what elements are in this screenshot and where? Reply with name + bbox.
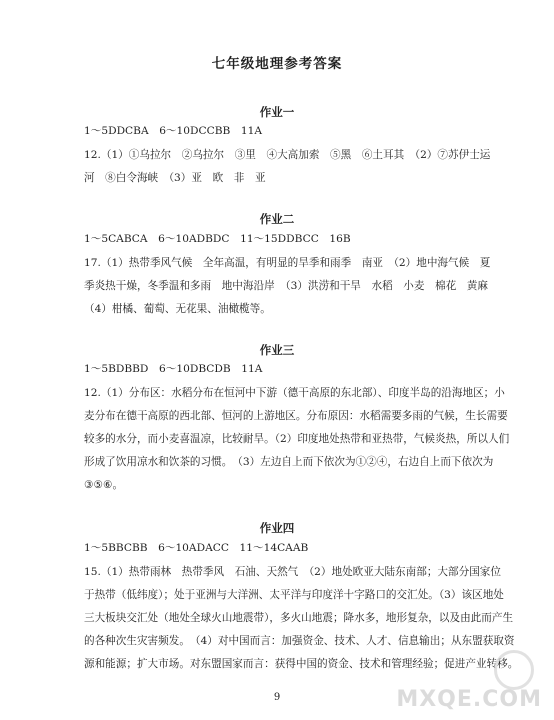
answer-line: 于热带（低纬度）；处于亚洲与大洋洲、太平洋与印度洋十字路口的交汇处。（3）该区地处 <box>84 589 504 601</box>
answer-line: 河 ⑧白令海峡 （3）亚 欧 非 亚 <box>84 172 266 184</box>
answer-line: 17.（1）热带季风气候 全年高温，有明显的旱季和雨季 南亚 （2）地中海气候 夏 <box>84 257 491 269</box>
section-title: 作业一 <box>259 105 295 119</box>
section-title: 作业三 <box>259 343 295 357</box>
page-title: 七年级地理参考答案 <box>211 56 343 72</box>
answer-line: 1～5CABCA 6～10ADBDC 11～15DDBCC 16B <box>84 233 351 245</box>
answer-line: ③⑤⑥。 <box>84 479 124 491</box>
watermark-text: MXQE.COM <box>396 687 542 712</box>
answer-line: 形成了饮用凉水和饮茶的习惯。 （3）左边自上而下依次为①②④，右边自上而下依次为 <box>84 456 494 468</box>
answer-line: 麦分布在德干高原的西北部、恒河的上游地区。分布原因：水稻需要多雨的气候，生长需要 <box>84 410 508 422</box>
watermark-circle <box>494 650 534 690</box>
answer-line: 较多的水分，而小麦喜温凉，比较耐旱。（2）印度地处热带和亚热带，气候炎热，所以人们 <box>84 433 510 445</box>
answer-line: 1～5BBCBB 6～10ADACC 11～14CAAB <box>84 542 309 554</box>
watermark-logo <box>396 650 548 716</box>
answer-line: 12.（1）①乌拉尔 ②乌拉尔 ③里 ④大高加索 ⑤黑 ⑥土耳其 （2）⑦苏伊士运 <box>84 149 491 161</box>
answer-line: 15.（1）热带雨林 热带季风 石油、天然气 （2）地处欧亚大陆东南部；大部分国家位 <box>84 566 501 578</box>
answer-line: 季炎热干燥，冬季温和多雨 地中海沿岸 （3）洪涝和干旱 水稻 小麦 棉花 黄麻 <box>84 280 488 292</box>
answer-line: 1～5DDCBA 6～10DCCBB 11A <box>84 125 263 137</box>
answer-line: 12.（1）分布区：水稻分布在恒河中下游（德干高原的东北部）、印度半岛的沿海地区；小 <box>84 387 505 399</box>
page-number: 9 <box>273 692 281 703</box>
answer-line: 1～5BDBBD 6～10DBCDB 11A <box>84 363 263 375</box>
section-title: 作业四 <box>259 521 295 535</box>
answer-line: 三大板块交汇处（地处全球火山地震带），多火山地震；降水多，地形复杂，以及由此而产生 <box>84 612 514 624</box>
section-title: 作业二 <box>259 212 295 226</box>
answer-line: （4）柑橘、葡萄、无花果、油橄榄等。 <box>84 303 271 315</box>
answer-line: 的各种次生灾害频发。 （4）对中国而言：加强资金、技术、人才、信息输出；从东盟获取资 <box>84 635 515 647</box>
answer-line: 源和能源；扩大市场。对东盟国家而言：获得中国的资金、技术和管理经验；促进产业转移。 <box>84 658 519 670</box>
